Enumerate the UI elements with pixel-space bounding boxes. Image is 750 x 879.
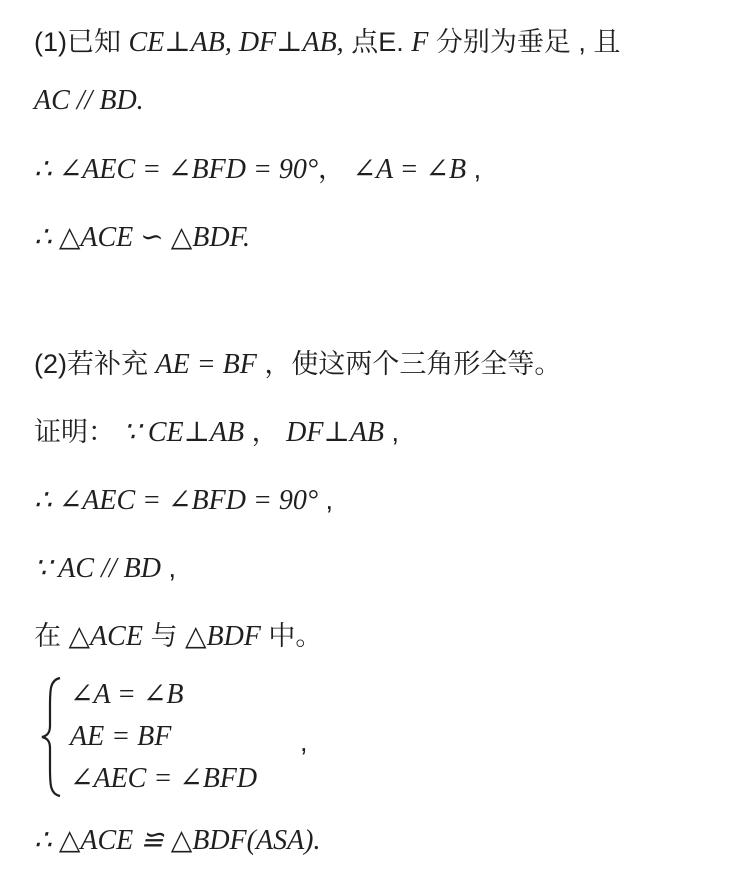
- proof-label: 证明：: [34, 417, 115, 447]
- angle-equality: ∠A = ∠B: [352, 154, 467, 185]
- part1-line-2: [34, 80, 144, 121]
- trailing-comma: ,: [384, 417, 400, 447]
- system-row-3: [70, 758, 257, 799]
- part2-line-1: [34, 344, 561, 385]
- trailing-comma: ,: [466, 154, 482, 184]
- part1-line-3: [34, 149, 481, 190]
- part2-line-4: [34, 548, 176, 589]
- parallel-statement: AC // BD.: [34, 85, 144, 116]
- left-brace-icon: [40, 676, 66, 798]
- right-angle-statement: ∴ ∠AEC = ∠BFD = 90°: [34, 485, 319, 516]
- perpendicular-statement: CE⊥AB, DF⊥AB,: [128, 27, 344, 58]
- part1-line-1: [34, 22, 620, 63]
- added-condition: AE = BF: [155, 349, 257, 380]
- right-angle-statement: ∴ ∠AEC = ∠BFD = 90°: [34, 154, 319, 185]
- in-label: 在: [34, 621, 69, 651]
- parallel-statement: ∵ AC // BD: [34, 553, 161, 584]
- triangle-bdf: △BDF: [184, 621, 261, 652]
- system-equation: ∠AEC = ∠BFD: [70, 763, 258, 794]
- foot-statement: 分别为垂足 , 且: [428, 27, 621, 57]
- similarity-conclusion: ∴ △ACE ∽ △BDF.: [34, 222, 251, 253]
- point-label: 点E.: [343, 27, 412, 57]
- system-equation: ∠A = ∠B: [70, 679, 184, 710]
- part1-intro: (1)已知: [34, 27, 129, 57]
- and-label: 与: [142, 621, 185, 651]
- part2-goal: ，使这两个三角形全等。: [256, 349, 562, 379]
- trailing-comma: ,: [160, 553, 176, 583]
- system-row-1: [70, 674, 184, 715]
- part2-line-2: [34, 412, 399, 453]
- separator: ，: [244, 417, 287, 447]
- trailing-comma: ,: [318, 485, 334, 515]
- because-ce-perp: ∵ CE⊥AB: [123, 417, 245, 448]
- separator: ，: [318, 154, 353, 184]
- middle-label: 中。: [260, 621, 323, 651]
- part2-conclusion: [34, 820, 321, 861]
- part2-intro: (2)若补充: [34, 349, 156, 379]
- congruence-conclusion: ∴ △ACE ≌ △BDF(ASA).: [34, 825, 321, 856]
- df-perp: DF⊥AB: [286, 417, 385, 448]
- system-comma: ,: [300, 727, 308, 757]
- part1-line-4: [34, 217, 250, 258]
- triangle-ace: △ACE: [68, 621, 143, 652]
- system-row-2: [70, 716, 171, 757]
- system-equation: AE = BF: [70, 721, 172, 752]
- part2-line-5: [34, 616, 322, 657]
- part2-line-3: [34, 480, 333, 521]
- point-f: F: [411, 27, 429, 58]
